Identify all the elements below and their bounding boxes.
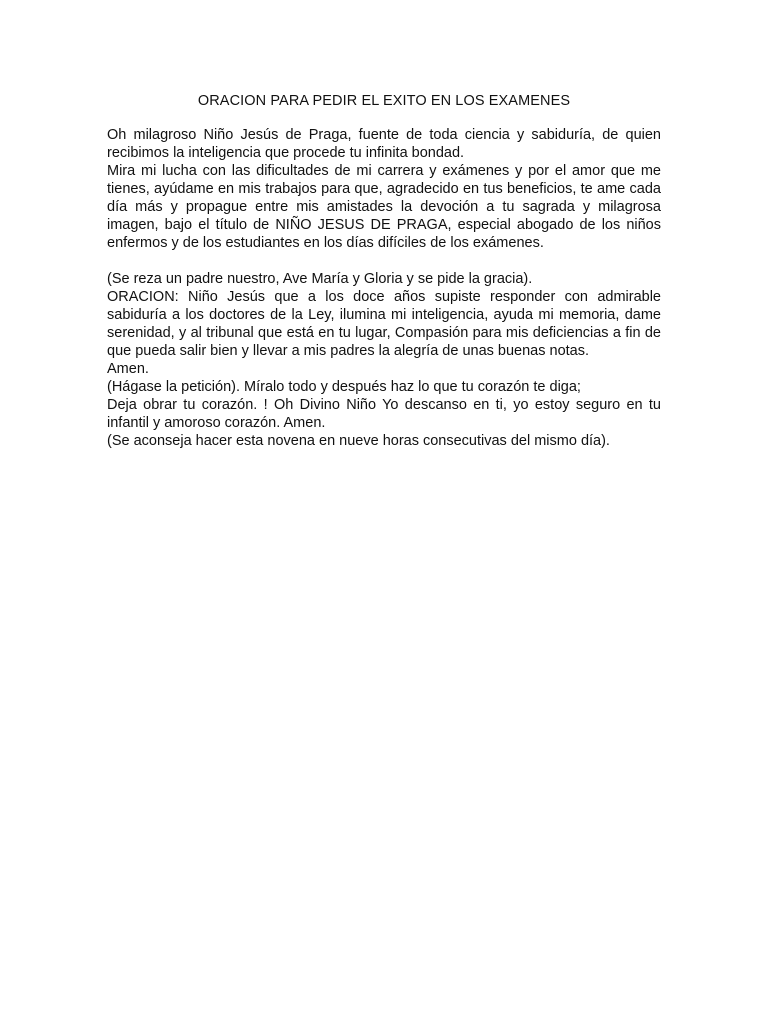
document-body [107,126,661,450]
paragraph-oracion: ORACION: Niño Jesús que a los doce años supiste responder con admirable sabiduría a los doctores de la Ley, ilumina mi inteligencia, ayuda mi memoria, dame serenidad, y al tribunal que está en tu lugar, Compasión para mis deficiencias a fin de que pueda salir bien y llevar a mis padres la alegría de unas buenas notas. [107,289,661,359]
paragraph-spacer [107,252,661,270]
paragraph-invocation: Oh milagroso Niño Jesús de Praga, fuente de toda ciencia y sabiduría, de quien recibimos la inteligencia que procede tu infinita bondad. [107,127,661,161]
paragraph-petition: Mira mi lucha con las dificultades de mi carrera y exámenes y por el amor que me tienes, ayúdame en mis trabajos para que, agradecido en tus beneficios, te ame cada día más y propague entre mis amistades la devoción a tu sagrada y milagrosa imagen, bajo el título de NIÑO JESUS DE PRAGA, especial abogado de los niños enfermos y de los estudiantes en los días difíciles de los exámenes. [107,163,661,251]
document-title: ORACION PARA PEDIR EL EXITO EN LOS EXAMENES [197,93,571,109]
paragraph-peticion: (Hágase la petición). Míralo todo y después haz lo que tu corazón te diga; [107,379,581,395]
paragraph-amen: Amen. [107,361,149,377]
paragraph-deja-obrar: Deja obrar tu corazón. ! Oh Divino Niño Yo descanso en ti, yo estoy seguro en tu infantil y amoroso corazón. Amen. [107,397,661,431]
paragraph-novena-note: (Se aconseja hacer esta novena en nueve horas consecutivas del mismo día). [107,433,610,449]
paragraph-instruction: (Se reza un padre nuestro, Ave María y Gloria y se pide la gracia). [107,271,533,287]
